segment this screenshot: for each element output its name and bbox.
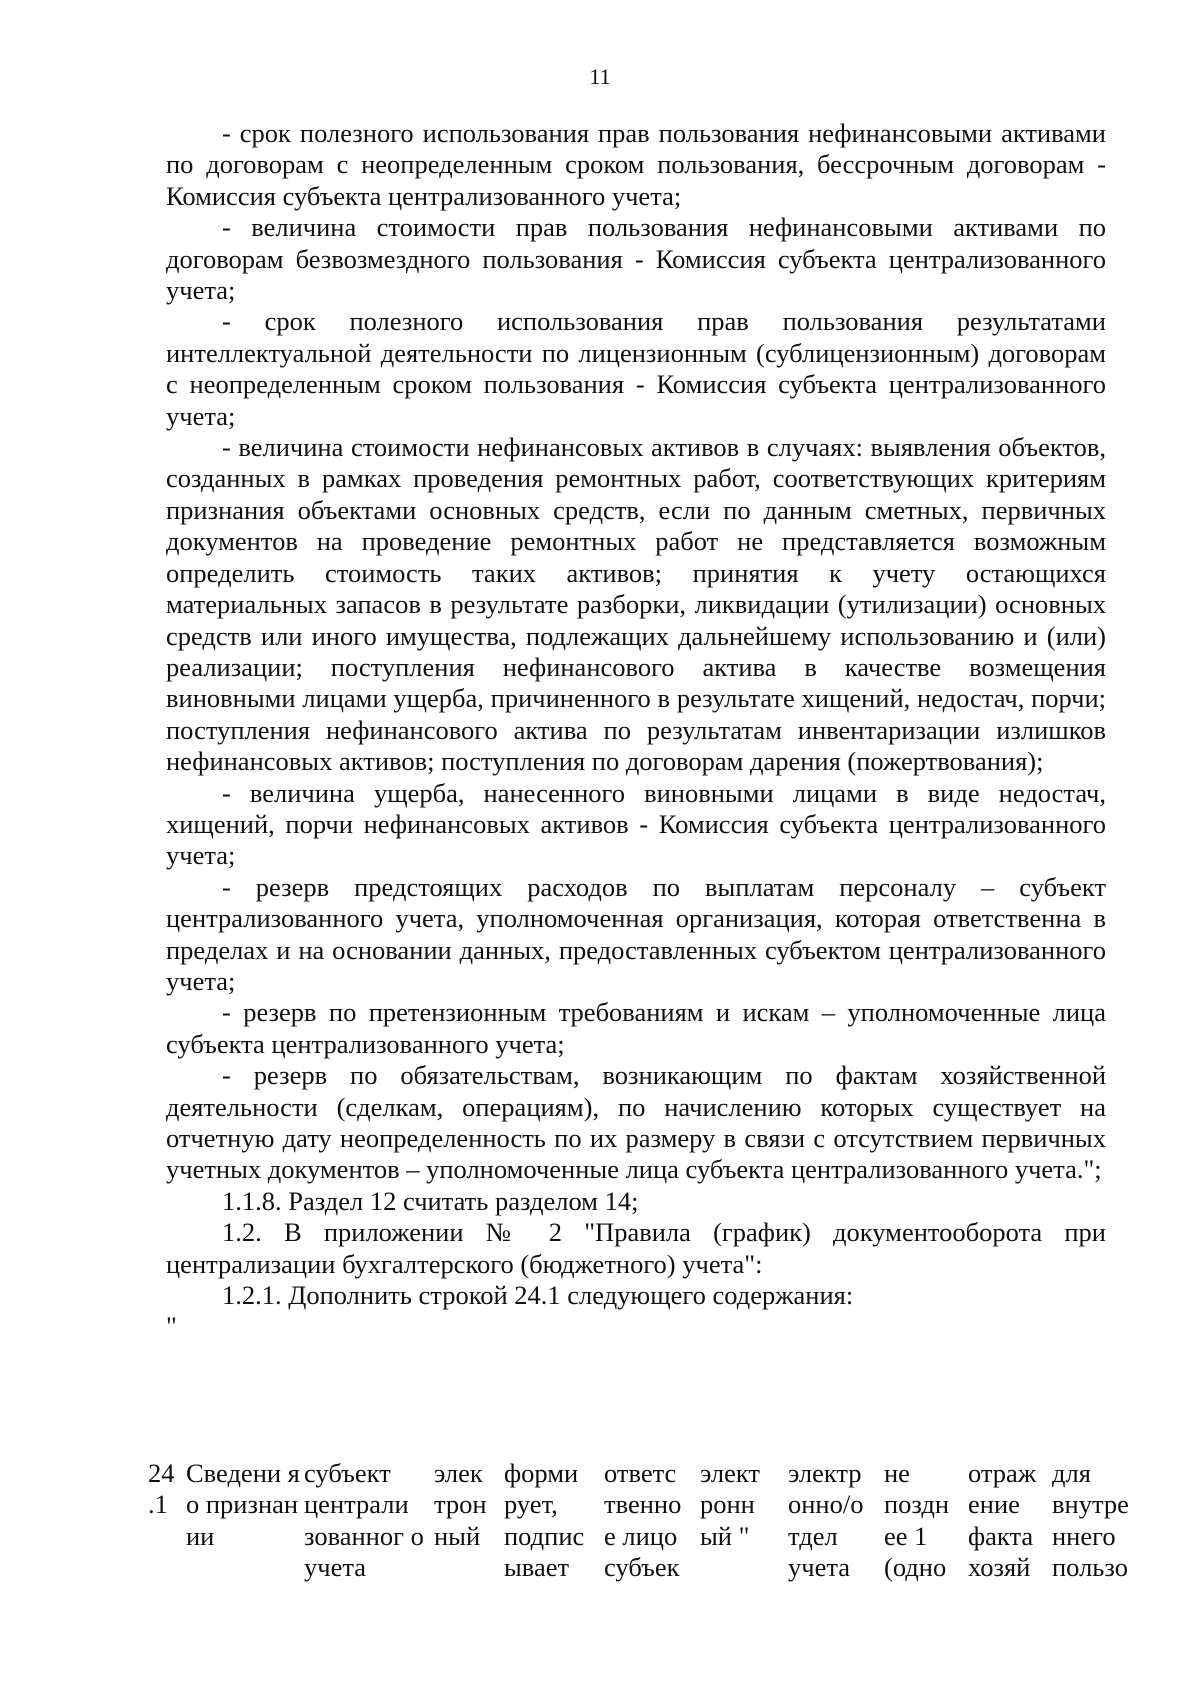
table-cell-format: элек трон ный (434, 1458, 487, 1551)
table-cell-purpose: отраж ение факта хозяй (968, 1458, 1037, 1583)
document-body (166, 118, 1106, 1342)
paragraph-11: 1.2.1. Дополнить строкой 24.1 следующего содержания: (222, 1280, 854, 1311)
table-cell-form: элект ронн ый " (700, 1458, 760, 1551)
paragraph-3: - срок полезного использования прав пользования результатами интеллектуальной деятельности по лицензионным (сублицензионным) договорам с неопределенным сроком пользования - Комиссия субъекта централизованного учета; (166, 306, 1106, 431)
table-cell-responsible: ответс твенно е лицо субъек (604, 1458, 682, 1583)
table-cell-usage: для внутре ннего пользо (1052, 1458, 1129, 1583)
table-cell-creator: субъект централи зованног о учета (304, 1458, 424, 1583)
opening-quote: " (166, 1311, 177, 1342)
paragraph-10: 1.2. В приложении № 2 "Правила (график) документооборота при централизации бухгалтерского (бюджетного) учета": (166, 1217, 1106, 1279)
page-number: 11 (589, 64, 611, 89)
paragraph-9: 1.1.8. Раздел 12 считать разделом 14; (222, 1185, 639, 1216)
paragraph-4: - величина стоимости нефинансовых активов в случаях: выявления объектов, созданных в рамках проведения ремонтных работ, соответствующих критериям признания объектами основных средств, если по данным сметных, первичных документов на проведение ремонтных работ не представляется возможным определить стоимость таких активов; принятия к учету остающихся материальных запасов в результате разборки, ликвидации (утилизации) основных средств или иного имущества, подлежащих дальнейшему использованию и (или) реализации; поступления нефинансового актива в качестве возмещения виновными лицами ущерба, причиненного в результате хищений, недостач, порчи; поступления нефинансового актива по результатам инвентаризации излишков нефинансовых активов; поступления по договорам дарения (пожертвования); (166, 432, 1106, 777)
paragraph-5: - величина ущерба, нанесенного виновными лицами в виде недостач, хищений, порчи нефинансовых активов - Комиссия субъекта централизованного учета; (166, 777, 1106, 871)
table-row (148, 1458, 1138, 1584)
paragraph-1: - срок полезного использования прав пользования нефинансовыми активами по договорам с неопределенным сроком пользования, бессрочным договорам - Комиссия субъекта централизованного учета; (166, 118, 1106, 211)
paragraph-2: - величина стоимости прав пользования нефинансовыми активами по договорам безвозмездного пользования - Комиссия субъекта централизованного учета; (166, 212, 1106, 306)
paragraph-8: - резерв по обязательствам, возникающим по фактам хозяйственной деятельности (сделкам, операциям), по начислению которых существует на отчетную дату неопределенность по их размеру в связи с отсутствием первичных учетных документов – уполномоченные лица субъекта централизованного учета."; (166, 1060, 1106, 1185)
paragraph-7: - резерв по претензионным требованиям и искам – уполномоченные лица субъекта централизованного учета; (166, 997, 1106, 1059)
table-cell-recipient: электр онно/о тдел учета (788, 1458, 864, 1583)
table-cell-deadline: не поздн ее 1 (одно (884, 1458, 950, 1583)
paragraph-6: - резерв предстоящих расходов по выплатам персоналу – субъект централизованного учета, уполномоченная организация, которая ответственна в пределах и на основании данных, предоставленных субъектом централизованного учета; (166, 871, 1106, 996)
table-cell-document: Сведени я о признан ии (186, 1458, 300, 1551)
table-cell-action: форми рует, подпис ывает (504, 1458, 585, 1583)
table-cell-number: 24 .1 (148, 1458, 175, 1520)
